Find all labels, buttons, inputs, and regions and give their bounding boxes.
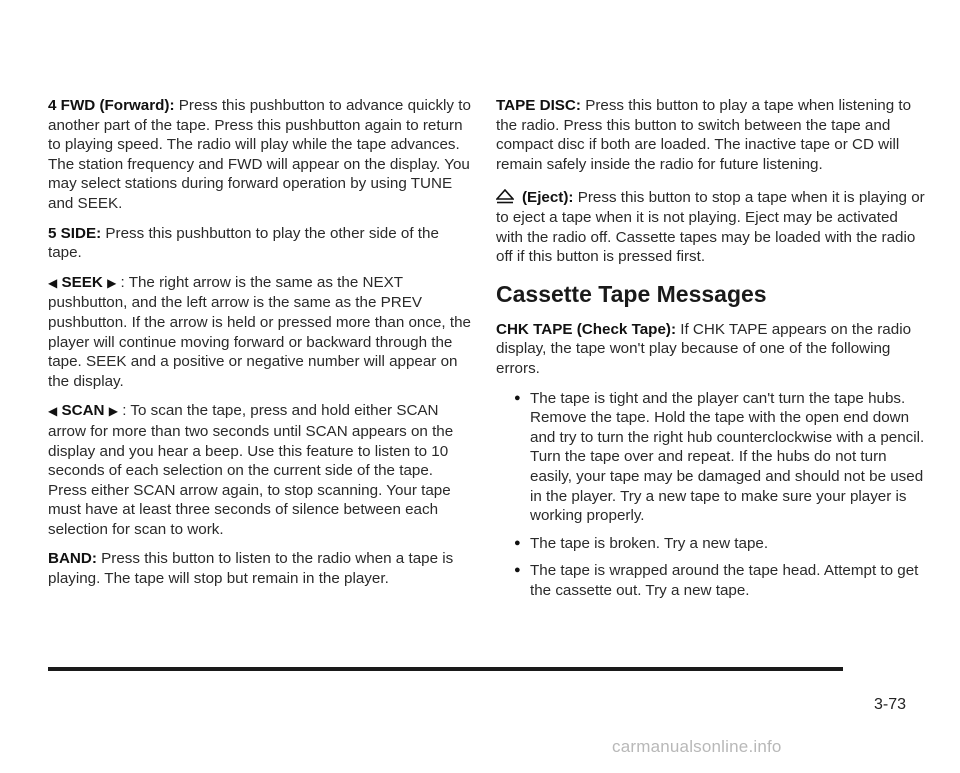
right-column [496, 96, 926, 608]
tape-disc-paragraph [496, 96, 926, 174]
watermark: carmanualsonline.info [612, 737, 782, 756]
side-text: Press this pushbutton to play the other side of the tape. [48, 224, 439, 262]
scan-text: To scan the tape, press and hold either SCAN arrow for more than two seconds until SCAN appears on the display and you hear a beep. Use this feature to listen to 10 seconds of each selection on the current side of the tape. Press either SCAN arrow again, to stop scanning. Your tape must have at least three seconds of silence between each selection for scan to work. [48, 402, 454, 538]
right-arrow-icon: ▶ [108, 404, 118, 419]
bullet-icon: ● [514, 564, 521, 577]
page-number: 3-73 [874, 696, 907, 713]
right-arrow-icon: ▶ [107, 275, 117, 290]
bullet-icon: ● [514, 536, 521, 549]
fwd-term: 4 FWD (Forward): [48, 97, 175, 114]
eject-icon [496, 189, 514, 204]
tape-disc-term: TAPE DISC: [496, 97, 581, 114]
left-arrow-icon: ◀ [48, 275, 58, 290]
list-item [514, 534, 926, 554]
list-item-text: The tape is tight and the player can't turn the tape hubs. Remove the tape. Hold the tape with the open end down and try to turn the right hub counterclockwise with a pencil. Turn the tape over and repeat. If the hubs do not turn easily, your tape may be damaged and should not be used in the player. Try a new tape to make sure your player is working properly. [530, 389, 925, 525]
chk-tape-term: CHK TAPE (Check Tape): [496, 320, 677, 338]
list-item-text: The tape is wrapped around the tape head. Attempt to get the cassette out. Try a new tape. [530, 562, 919, 599]
list-item [514, 561, 926, 600]
fwd-text: Press this pushbutton to advance quickly to another part of the tape. Press this pushbutton again to return to playing speed. The radio will play while the tape advances. The station frequency and FWD will appear on the display. You may select stations during forward operation by using TUNE and SEEK. [48, 97, 471, 212]
eject-term: (Eject): [522, 189, 574, 207]
footer-rule [48, 667, 843, 671]
bullet-icon: ● [514, 391, 521, 404]
seek-paragraph: ◀ SEEK ▶ : The right arrow is the same as the NEXT pushbutton, and the left arrow is the same as the PREV pushbutton. If the arrow is held or pressed more than once, the player will continue moving forward or backward through the tape. SEEK and a positive or negative number will appear on the display. [48, 273, 471, 390]
seek-text: The right arrow is the same as the NEXT pushbutton, and the left arrow is the same as the PREV pushbutton. If the arrow is held or pressed more than once, the player will continue moving forward or backward through the tape. SEEK and a positive or negative number will appear on the display. [48, 273, 471, 390]
list-item [514, 389, 926, 526]
side-term: 5 SIDE: [48, 224, 102, 242]
scan-term: SCAN [61, 402, 105, 420]
tape-disc-text: Press this button to play a tape when listening to the radio. Press this button to switch between the tape and compact disc if both are loaded. The inactive tape or CD will remain safely inside the radio for future listening. [496, 97, 912, 173]
band-text: Press this button to listen to the radio when a tape is playing. The tape will stop but remain in the player. [48, 550, 454, 588]
list-item-text: The tape is broken. Try a new tape. [530, 534, 769, 552]
left-column [48, 96, 473, 599]
side-paragraph [48, 224, 473, 263]
chk-tape-text: If CHK TAPE appears on the radio display, the tape won't play because of one of the following errors. [496, 320, 912, 377]
band-term: BAND: [48, 550, 97, 568]
eject-text: Press this button to stop a tape when it is playing or to eject a tape when it is not playing. Eject may be activated with the radio off. Cassette tapes may be loaded with the radio off if this button is pressed first. [496, 189, 925, 266]
chk-tape-paragraph [496, 320, 926, 379]
left-arrow-icon: ◀ [48, 404, 58, 419]
scan-paragraph: ◀ SCAN ▶ : To scan the tape, press and hold either SCAN arrow for more than two seconds until SCAN appears on the display and you hear a beep. Use this feature to listen to 10 seconds of each selection on the current side of the tape. Press either SCAN arrow again, to stop scanning. Your tape must have at least three seconds of silence between each selection for scan to work. [48, 402, 454, 538]
fwd-paragraph [48, 96, 473, 214]
section-title: Cassette Tape Messages [496, 280, 767, 307]
eject-paragraph [496, 188, 926, 266]
error-list [496, 389, 926, 601]
seek-term: SEEK [61, 273, 103, 291]
band-paragraph [48, 549, 473, 588]
